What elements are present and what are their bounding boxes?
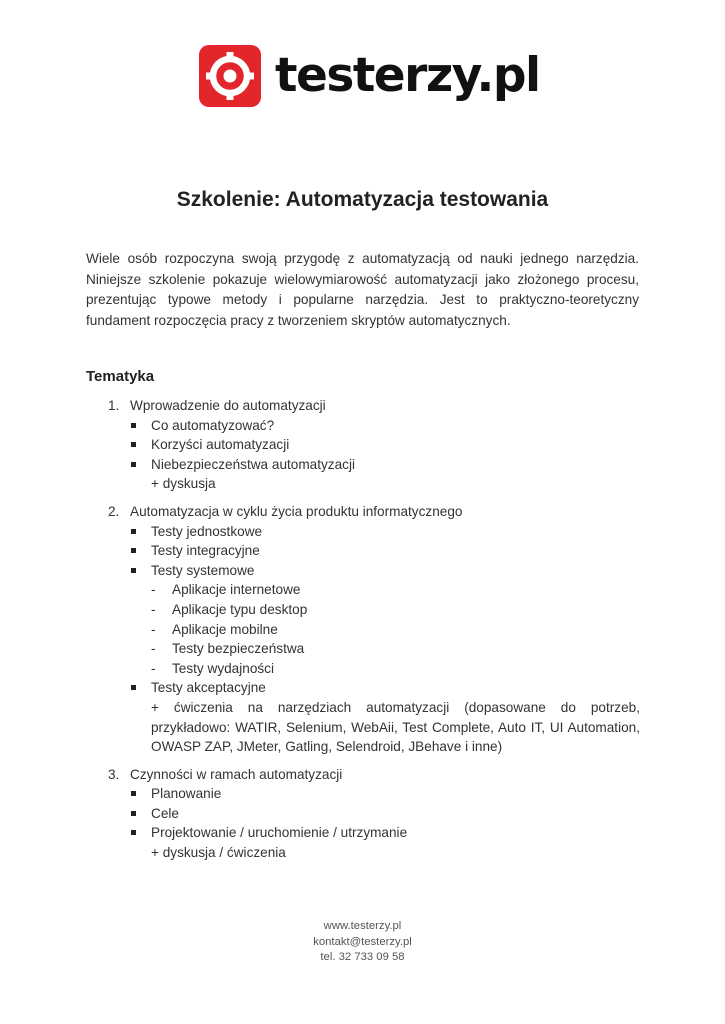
square-bullet-icon: [131, 830, 136, 835]
footer-website[interactable]: www.testerzy.pl: [323, 920, 402, 932]
dash-list: [151, 580, 640, 678]
topic-number: 1.: [108, 398, 120, 413]
topic-label: Czynności w ramach automatyzacji: [130, 766, 343, 782]
topic-item: [86, 502, 640, 757]
bullet-label: Planowanie: [151, 786, 222, 802]
bullet-item: [130, 804, 640, 824]
square-bullet-icon: [131, 568, 136, 573]
dash-bullet-icon: -: [151, 641, 156, 657]
bullet-label: Niebezpieczeństwa automatyzacji: [151, 456, 356, 472]
dash-item: [151, 659, 640, 679]
square-bullet-icon: [131, 529, 136, 534]
bullet-label: Testy integracyjne: [151, 543, 260, 559]
square-bullet-icon: [131, 442, 136, 447]
dash-bullet-icon: -: [151, 621, 156, 637]
dash-bullet-icon: -: [151, 601, 156, 617]
bullet-label: Testy systemowe: [151, 562, 255, 578]
square-bullet-icon: [131, 548, 136, 553]
dash-item: [151, 639, 640, 659]
square-bullet-icon: [131, 791, 136, 796]
bullet-list: [130, 784, 640, 862]
bullet-note: + dyskusja / ćwiczenia: [151, 845, 286, 861]
bullet-label: Projektowanie / uruchomienie / utrzymanie: [151, 825, 408, 841]
bullet-item: [130, 678, 640, 756]
topic-item: [86, 396, 640, 494]
dash-bullet-icon: -: [151, 582, 156, 598]
dash-item: [151, 580, 640, 600]
footer-email[interactable]: kontakt@testerzy.pl: [313, 935, 412, 948]
dash-item: [151, 600, 640, 620]
topic-number: 3.: [108, 766, 120, 782]
bullet-item: [130, 784, 640, 804]
dash-label: Testy wydajności: [172, 660, 274, 676]
section-heading: Tematyka: [86, 368, 155, 385]
bullet-label: Co automatyzować?: [151, 417, 275, 433]
square-bullet-icon: [131, 811, 136, 816]
bullet-note: + dyskusja: [151, 476, 216, 492]
topic-label: Wprowadzenie do automatyzacji: [130, 398, 326, 413]
bullet-label: Testy jednostkowe: [151, 523, 263, 539]
footer-contact: [0, 919, 725, 966]
bullet-item: [130, 416, 640, 436]
page-title: Szkolenie: Automatyzacja testowania: [176, 188, 549, 211]
bullet-label: Testy akceptacyjne: [151, 680, 266, 696]
dash-bullet-icon: -: [151, 660, 156, 676]
bullet-item: [130, 455, 640, 494]
square-bullet-icon: [131, 462, 136, 467]
topic-label: Automatyzacja w cyklu życia produktu informatycznego: [130, 503, 463, 519]
bullet-item: [130, 823, 640, 862]
square-bullet-icon: [131, 685, 136, 690]
brand-logo: [199, 44, 540, 108]
square-bullet-icon: [131, 423, 136, 428]
topic-list: [86, 396, 640, 863]
target-logo-icon: [199, 45, 261, 107]
bullet-label: Korzyści automatyzacji: [151, 437, 290, 453]
dash-label: Aplikacje typu desktop: [172, 601, 308, 617]
topic-number: 2.: [108, 503, 120, 519]
bullet-list: [130, 416, 640, 494]
bullet-item: [130, 561, 640, 679]
bullet-item: [130, 522, 640, 542]
dash-label: Aplikacje internetowe: [172, 582, 301, 598]
bullet-item: [130, 541, 640, 561]
bullet-item: [130, 435, 640, 455]
dash-item: [151, 620, 640, 640]
bullet-note: + ćwiczenia na narzędziach automatyzacji (dopasowane do potrzeb, przykładowo: WATIR, Selenium, WebAii, Test Complete, Auto IT, UI Automation, OWASP ZAP, JMeter, Gatling, Selendroid, JBehave i inne): [151, 699, 640, 755]
dash-label: Testy bezpieczeństwa: [172, 641, 305, 657]
bullet-list: [130, 522, 640, 757]
brand-name: testerzy.pl: [275, 48, 540, 103]
bullet-label: Cele: [151, 805, 179, 821]
topic-item: [86, 765, 640, 863]
intro-paragraph: Wiele osób rozpoczyna swoją przygodę z automatyzacją od nauki jednego narzędzia. Niniejsze szkolenie pokazuje wielowymiarowość automatyzacji jako złożonego procesu, prezentując typowe metody i popularne narzędzia. Jest to praktyczno-teoretyczny fundament rozpoczęcia pracy z tworzeniem skryptów automatycznych.: [86, 251, 639, 328]
dash-label: Aplikacje mobilne: [172, 621, 278, 637]
footer-phone: tel. 32 733 09 58: [320, 951, 405, 963]
